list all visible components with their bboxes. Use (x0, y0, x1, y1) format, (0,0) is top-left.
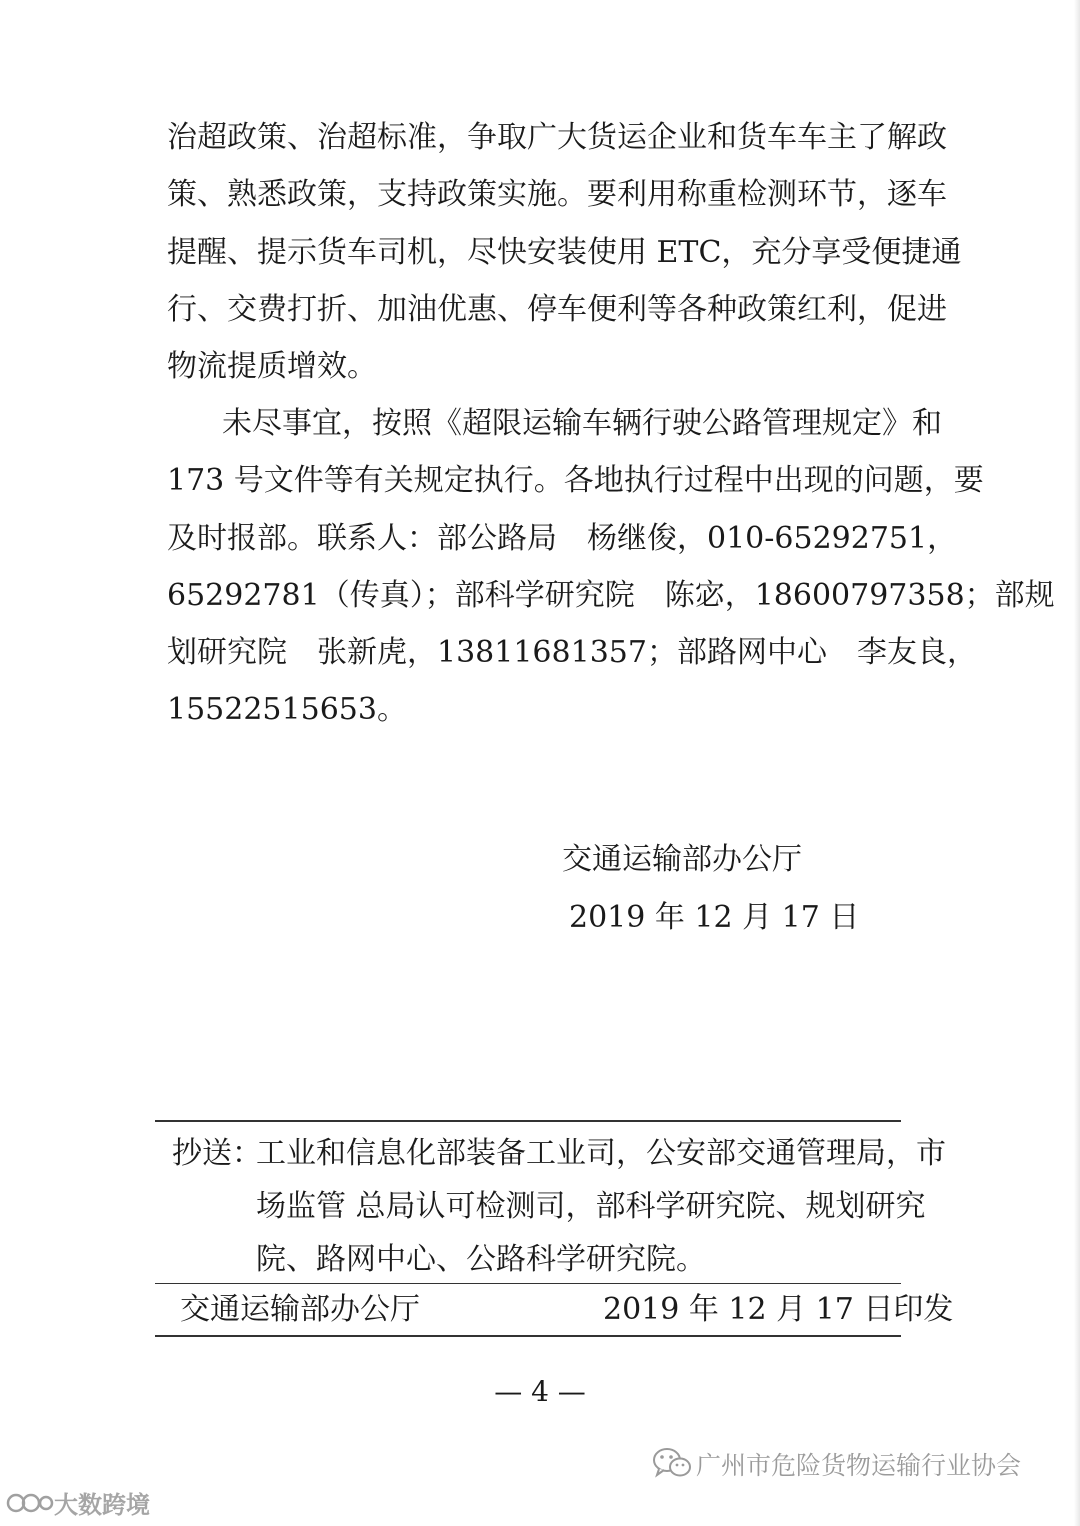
brand-watermark: 大数跨境 (54, 1491, 150, 1519)
text-line: 划研究院 张新虎，13811681357；部路网中心 李友良， (167, 635, 977, 670)
text-line: 173 号文件等有关规定执行。各地执行过程中出现的问题，要 (167, 463, 984, 498)
issue-org: 交通运输部办公厅 (180, 1292, 420, 1327)
wechat-icon (652, 1446, 692, 1484)
text-line: 提醒、提示货车司机，尽快安装使用 ETC，充分享受便捷通 (167, 235, 962, 270)
cc-line: 场监管 总局认可检测司，部科学研究院、规划研究 (256, 1189, 926, 1224)
text-line: 及时报部。联系人：部公路局 杨继俊，010-65292751， (167, 521, 958, 556)
association-watermark: 广州市危险货物运输行业协会 (696, 1451, 1022, 1480)
cc-top-rule (155, 1120, 901, 1122)
issue-date: 2019 年 12 月 17 日印发 (603, 1292, 954, 1327)
text-line: 物流提质增效。 (167, 349, 377, 384)
issue-bottom-rule (155, 1335, 901, 1337)
text-line: 行、交费打折、加油优惠、停车便利等各种政策红利，促进 (167, 292, 947, 327)
page-number: — 4 — (494, 1375, 586, 1408)
text-line: 治超政策、治超标准，争取广大货运企业和货车车主了解政 (167, 120, 947, 155)
cc-line: 工业和信息化部装备工业司，公安部交通管理局，市 (256, 1136, 946, 1171)
text-line: 未尽事宜，按照《超限运输车辆行驶公路管理规定》和 (222, 406, 942, 441)
text-line: 15522515653。 (167, 692, 407, 727)
cc-bottom-rule (155, 1283, 901, 1284)
text-line: 65292781（传真）；部科学研究院 陈宓，18600797358；部规 (167, 578, 1055, 613)
scan-edge (1074, 0, 1080, 1526)
signature-date: 2019 年 12 月 17 日 (569, 900, 860, 935)
cc-label: 抄送： (172, 1136, 262, 1171)
cc-line: 院、路网中心、公路科学研究院。 (256, 1242, 706, 1277)
text-line: 策、熟悉政策，支持政策实施。要利用称重检测环节，逐车 (167, 177, 947, 212)
signature-org: 交通运输部办公厅 (562, 842, 802, 877)
brand-logo-icon (6, 1488, 54, 1522)
